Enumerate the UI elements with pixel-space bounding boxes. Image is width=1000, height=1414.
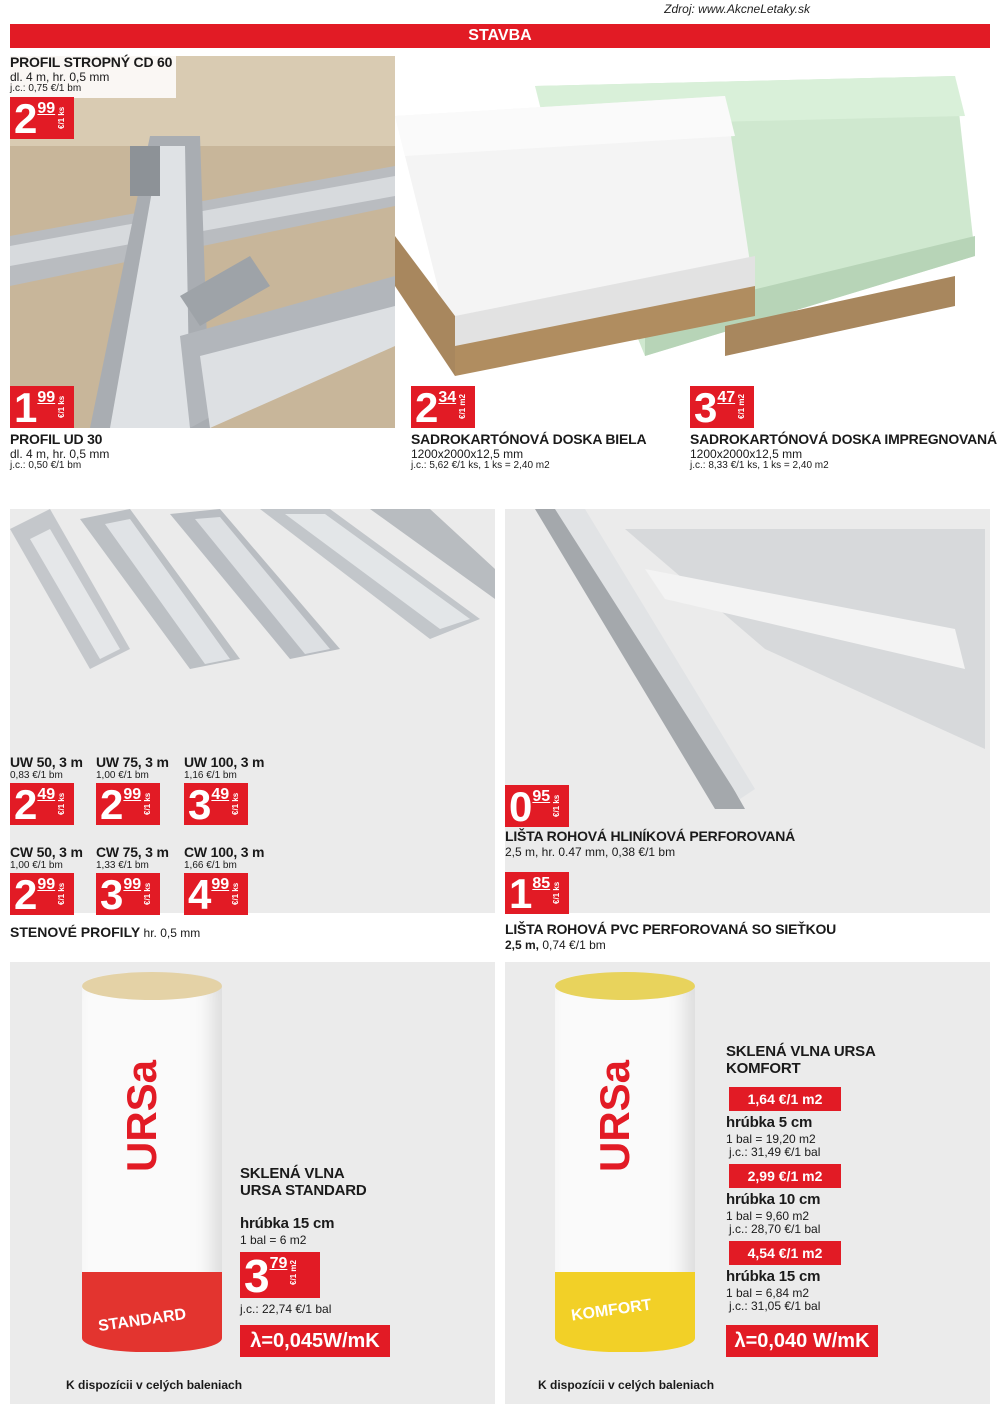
sdk-impreg-price-badge xyxy=(690,384,754,431)
lista-pvc-sub xyxy=(505,939,606,951)
profile-cw100-jc: 1,66 €/1 bm xyxy=(184,860,237,871)
price-integer: 3 xyxy=(244,1250,269,1302)
ursa-komfort-title2: KOMFORT xyxy=(726,1060,801,1077)
roll-band-text: STANDARD xyxy=(97,1305,188,1336)
price-decimal: 99 xyxy=(123,876,142,893)
profile-cw75-price xyxy=(96,871,160,918)
price-unit: €/1 ks xyxy=(57,106,67,130)
price-unit: €/1 ks xyxy=(143,792,153,816)
sdk-biela-unit-price: j.c.: 5,62 €/1 ks, 1 ks = 2,40 m2 xyxy=(411,460,550,471)
price-integer: 2 xyxy=(415,384,438,431)
komfort-option-3-jc: j.c.: 31,05 €/1 bal xyxy=(729,1299,821,1313)
price-unit: €/1 m2 xyxy=(458,394,468,420)
profile-uw100-price xyxy=(184,781,248,828)
stenove-sub: hr. 0,5 mm xyxy=(140,926,201,940)
profile-uw50-price xyxy=(10,781,74,828)
komfort-option-2-bal: 1 bal = 9,60 m2 xyxy=(726,1209,810,1223)
price-unit: €/1 ks xyxy=(57,882,67,906)
roll-brand: URSa xyxy=(118,1059,165,1172)
ud30-dims: dl. 4 m, hr. 0,5 mm xyxy=(10,447,110,461)
price-unit: €/1 m2 xyxy=(737,394,747,420)
ursa-standard-title1: SKLENÁ VLNA xyxy=(240,1165,345,1182)
lista-pvc-unit-price: 0,74 €/1 bm xyxy=(539,938,606,952)
price-decimal: 49 xyxy=(211,786,230,803)
ursa-komfort-roll xyxy=(555,972,695,1352)
ursa-standard-price-badge xyxy=(240,1250,320,1302)
sdk-impreg-title: SADROKARTÓNOVÁ DOSKA IMPREGNOVANÁ xyxy=(690,431,997,447)
lista-pvc-price-badge xyxy=(505,870,569,917)
roll-band-text: KOMFORT xyxy=(570,1296,653,1325)
price-integer: 1 xyxy=(509,870,532,917)
profile-uw50-name: UW 50, 3 m xyxy=(10,754,83,770)
ursa-standard-title2: URSA STANDARD xyxy=(240,1182,367,1199)
price-integer: 2 xyxy=(14,95,37,142)
ud30-title: PROFIL UD 30 xyxy=(10,431,103,447)
price-unit: €/1 ks xyxy=(57,792,67,816)
wall-profiles-illustration xyxy=(10,509,495,689)
price-decimal: 79 xyxy=(269,1255,288,1272)
ursa-komfort-note: K dispozícii v celých baleniach xyxy=(538,1378,715,1392)
plasterboard-illustration xyxy=(395,56,995,431)
ursa-standard-bal: 1 bal = 6 m2 xyxy=(240,1233,307,1247)
cd60-dims: dl. 4 m, hr. 0,5 mm xyxy=(10,70,110,84)
profile-uw75-jc: 1,00 €/1 bm xyxy=(96,770,149,781)
profile-cw50-name: CW 50, 3 m xyxy=(10,844,83,860)
ursa-standard-jc: j.c.: 22,74 €/1 bal xyxy=(240,1302,332,1316)
ursa-komfort-title1: SKLENÁ VLNA URSA xyxy=(726,1043,876,1060)
komfort-option-3-bal: 1 bal = 6,84 m2 xyxy=(726,1286,810,1300)
komfort-option-1-thickness: hrúbka 5 cm xyxy=(726,1114,813,1131)
price-integer: 1 xyxy=(14,384,37,431)
price-decimal: 99 xyxy=(37,389,56,406)
komfort-option-1-price: 1,64 €/1 m2 xyxy=(729,1087,841,1111)
profile-cw50-price xyxy=(10,871,74,918)
roll-top xyxy=(555,972,695,1000)
komfort-option-2-jc: j.c.: 28,70 €/1 bal xyxy=(729,1222,821,1236)
price-integer: 3 xyxy=(100,871,123,918)
sdk-biela-title: SADROKARTÓNOVÁ DOSKA BIELA xyxy=(411,431,647,447)
price-integer: 2 xyxy=(14,781,37,828)
price-unit: €/1 ks xyxy=(231,882,241,906)
sdk-impreg-unit-price: j.c.: 8,33 €/1 ks, 1 ks = 2,40 m2 xyxy=(690,460,829,471)
lista-al-sub: 2,5 m, hr. 0.47 mm, 0,38 €/1 bm xyxy=(505,845,676,859)
cd60-price-badge xyxy=(10,95,74,142)
sdk-impreg-dims: 1200x2000x12,5 mm xyxy=(690,447,803,461)
price-decimal: 99 xyxy=(123,786,142,803)
lista-pvc-length: 2,5 m, xyxy=(505,938,540,952)
ud30-price-badge xyxy=(10,384,74,431)
ursa-komfort-lambda: λ=0,040 W/mK xyxy=(726,1325,878,1357)
cd60-title: PROFIL STROPNÝ CD 60 xyxy=(10,54,173,70)
profile-uw100-jc: 1,16 €/1 bm xyxy=(184,770,237,781)
profile-uw75-name: UW 75, 3 m xyxy=(96,754,169,770)
price-decimal: 99 xyxy=(37,876,56,893)
price-decimal: 49 xyxy=(37,786,56,803)
price-integer: 2 xyxy=(100,781,123,828)
price-decimal: 99 xyxy=(37,100,56,117)
price-integer: 3 xyxy=(694,384,717,431)
ursa-standard-note: K dispozícii v celých baleniach xyxy=(66,1378,243,1392)
price-integer: 2 xyxy=(14,871,37,918)
lista-al-price-badge xyxy=(505,783,569,830)
profile-cw75-jc: 1,33 €/1 bm xyxy=(96,860,149,871)
price-unit: €/1 ks xyxy=(552,794,562,818)
price-integer: 3 xyxy=(188,781,211,828)
stenove-title: STENOVÉ PROFILY xyxy=(10,924,141,940)
section-header: STAVBA xyxy=(10,24,990,48)
source-credit: Zdroj: www.AkcneLetaky.sk xyxy=(664,2,810,16)
cd60-unit-price: j.c.: 0,75 €/1 bm xyxy=(10,83,82,94)
ursa-standard-roll xyxy=(82,972,222,1352)
ursa-standard-lambda: λ=0,045W/mK xyxy=(240,1325,390,1357)
komfort-option-1-bal: 1 bal = 19,20 m2 xyxy=(726,1132,816,1146)
price-unit: €/1 ks xyxy=(143,882,153,906)
ursa-standard-thickness: hrúbka 15 cm xyxy=(240,1215,335,1232)
price-integer: 0 xyxy=(509,783,532,830)
price-decimal: 99 xyxy=(211,876,230,893)
profile-uw75-price xyxy=(96,781,160,828)
ud30-unit-price: j.c.: 0,50 €/1 bm xyxy=(10,460,82,471)
komfort-option-3-price: 4,54 €/1 m2 xyxy=(729,1241,841,1265)
komfort-option-2-thickness: hrúbka 10 cm xyxy=(726,1191,821,1208)
price-unit: €/1 ks xyxy=(231,792,241,816)
price-decimal: 85 xyxy=(532,875,551,892)
profile-uw100-name: UW 100, 3 m xyxy=(184,754,265,770)
stenove-caption xyxy=(10,924,200,940)
komfort-option-2-price: 2,99 €/1 m2 xyxy=(729,1164,841,1188)
price-decimal: 34 xyxy=(438,389,457,406)
profile-cw75-name: CW 75, 3 m xyxy=(96,844,169,860)
sdk-biela-dims: 1200x2000x12,5 mm xyxy=(411,447,524,461)
profile-cw100-name: CW 100, 3 m xyxy=(184,844,265,860)
komfort-option-3-thickness: hrúbka 15 cm xyxy=(726,1268,821,1285)
komfort-option-1-jc: j.c.: 31,49 €/1 bal xyxy=(729,1145,821,1159)
price-unit: €/1 m2 xyxy=(289,1260,299,1286)
price-unit: €/1 ks xyxy=(552,881,562,905)
roll-top xyxy=(82,972,222,1000)
price-integer: 4 xyxy=(188,871,211,918)
roll-brand: URSa xyxy=(591,1059,638,1172)
profile-cw50-jc: 1,00 €/1 bm xyxy=(10,860,63,871)
sdk-biela-price-badge xyxy=(411,384,475,431)
lista-al-title: LIŠTA ROHOVÁ HLINÍKOVÁ PERFOROVANÁ xyxy=(505,828,796,844)
price-unit: €/1 ks xyxy=(57,395,67,419)
price-decimal: 47 xyxy=(717,389,736,406)
price-decimal: 95 xyxy=(532,788,551,805)
corner-bead-illustration xyxy=(505,509,990,809)
lista-pvc-title: LIŠTA ROHOVÁ PVC PERFOROVANÁ SO SIEŤKOU xyxy=(505,921,837,937)
profile-cw100-price xyxy=(184,871,248,918)
profile-uw50-jc: 0,83 €/1 bm xyxy=(10,770,63,781)
